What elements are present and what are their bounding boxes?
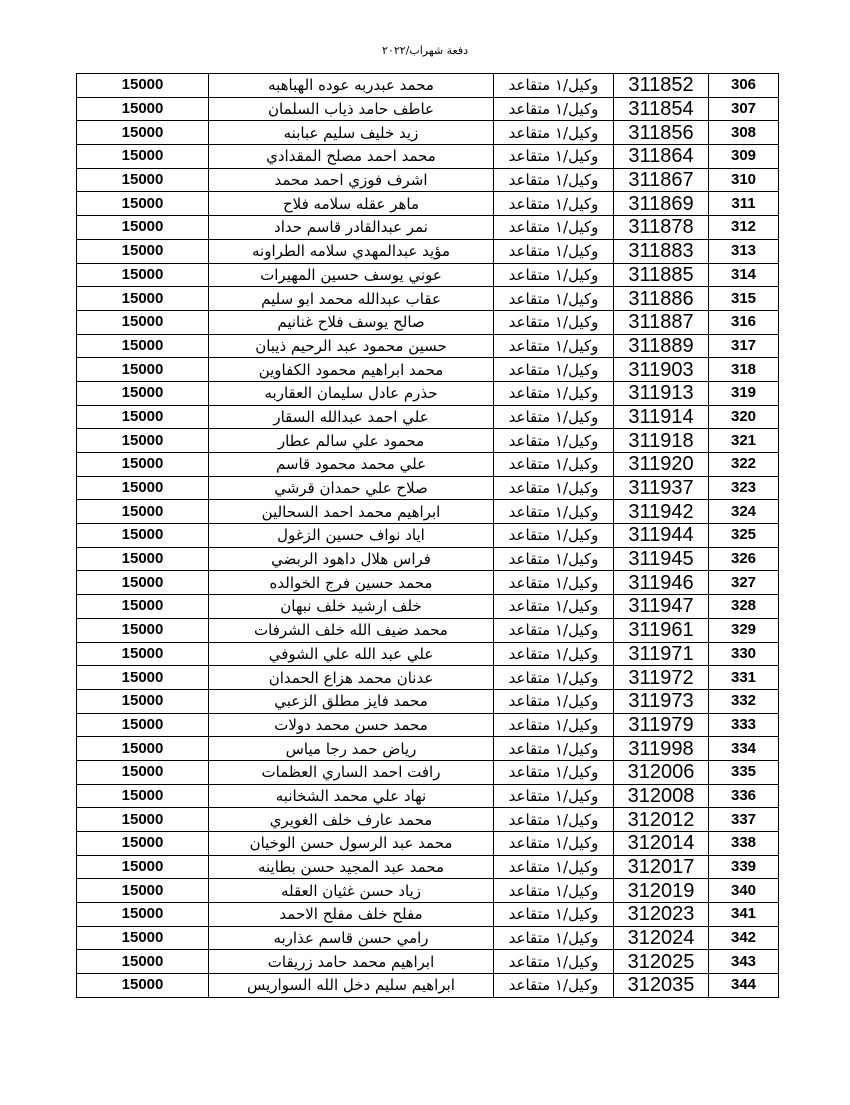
- table-row: [77, 713, 779, 737]
- row-index: 307: [709, 97, 779, 121]
- row-rank: وكيل/١ متقاعد: [494, 453, 614, 477]
- row-index: 331: [709, 666, 779, 690]
- row-name: مؤيد عبدالمهدي سلامه الطراونه: [209, 239, 494, 263]
- row-number: 311937: [614, 476, 709, 500]
- row-index: 327: [709, 571, 779, 595]
- row-rank: وكيل/١ متقاعد: [494, 405, 614, 429]
- row-index: 319: [709, 381, 779, 405]
- table-row: [77, 239, 779, 263]
- row-rank: وكيل/١ متقاعد: [494, 879, 614, 903]
- row-index: 337: [709, 808, 779, 832]
- row-amount: 15000: [77, 168, 209, 192]
- row-rank: وكيل/١ متقاعد: [494, 666, 614, 690]
- table-row: [77, 737, 779, 761]
- table-row: [77, 855, 779, 879]
- table-row: [77, 950, 779, 974]
- row-name: اشرف فوزي احمد محمد: [209, 168, 494, 192]
- row-number: 311883: [614, 239, 709, 263]
- table-row: [77, 310, 779, 334]
- table-row: [77, 381, 779, 405]
- table-row: [77, 358, 779, 382]
- row-name: نمر عبدالقادر قاسم حداد: [209, 216, 494, 240]
- row-rank: وكيل/١ متقاعد: [494, 547, 614, 571]
- row-number: 311942: [614, 500, 709, 524]
- row-number: 311972: [614, 666, 709, 690]
- row-number: 311947: [614, 595, 709, 619]
- row-name: رياض حمد رجا مياس: [209, 737, 494, 761]
- row-amount: 15000: [77, 760, 209, 784]
- table-row: [77, 689, 779, 713]
- row-rank: وكيل/١ متقاعد: [494, 903, 614, 927]
- row-name: عوني يوسف حسين المهيرات: [209, 263, 494, 287]
- table-row: [77, 524, 779, 548]
- row-rank: وكيل/١ متقاعد: [494, 571, 614, 595]
- row-number: 312017: [614, 855, 709, 879]
- row-amount: 15000: [77, 595, 209, 619]
- table-row: [77, 618, 779, 642]
- row-name: محمد عبد الرسول حسن الوخيان: [209, 832, 494, 856]
- row-number: 312019: [614, 879, 709, 903]
- row-name: محمد عبدربه عوده الهباهبه: [209, 74, 494, 98]
- row-number: 311913: [614, 381, 709, 405]
- row-rank: وكيل/١ متقاعد: [494, 618, 614, 642]
- table-row: [77, 974, 779, 998]
- row-rank: وكيل/١ متقاعد: [494, 737, 614, 761]
- row-name: محمد عبد المجيد حسن بطاينه: [209, 855, 494, 879]
- table-row: [77, 192, 779, 216]
- table-row: [77, 429, 779, 453]
- row-name: محمد حسن محمد دولات: [209, 713, 494, 737]
- row-name: زيد خليف سليم عبابنه: [209, 121, 494, 145]
- row-number: 312023: [614, 903, 709, 927]
- row-rank: وكيل/١ متقاعد: [494, 689, 614, 713]
- row-name: علي محمد محمود قاسم: [209, 453, 494, 477]
- table-row: [77, 808, 779, 832]
- row-name: صلاح علي حمدان قرشي: [209, 476, 494, 500]
- row-name: رامي حسن قاسم عذاربه: [209, 926, 494, 950]
- row-rank: وكيل/١ متقاعد: [494, 74, 614, 98]
- row-number: 311920: [614, 453, 709, 477]
- page-header: دفعة شهراب/٢٠٢٢: [382, 44, 468, 57]
- row-amount: 15000: [77, 263, 209, 287]
- row-number: 311973: [614, 689, 709, 713]
- row-amount: 15000: [77, 97, 209, 121]
- row-rank: وكيل/١ متقاعد: [494, 713, 614, 737]
- row-amount: 15000: [77, 74, 209, 98]
- row-number: 311918: [614, 429, 709, 453]
- row-rank: وكيل/١ متقاعد: [494, 974, 614, 998]
- row-index: 314: [709, 263, 779, 287]
- row-number: 312024: [614, 926, 709, 950]
- row-index: 336: [709, 784, 779, 808]
- row-name: محمد عارف خلف الغويري: [209, 808, 494, 832]
- row-number: 311867: [614, 168, 709, 192]
- row-number: 311979: [614, 713, 709, 737]
- row-index: 334: [709, 737, 779, 761]
- row-rank: وكيل/١ متقاعد: [494, 121, 614, 145]
- row-index: 338: [709, 832, 779, 856]
- row-amount: 15000: [77, 666, 209, 690]
- row-amount: 15000: [77, 618, 209, 642]
- row-name: محمود علي سالم عطار: [209, 429, 494, 453]
- table-row: [77, 405, 779, 429]
- row-index: 325: [709, 524, 779, 548]
- row-rank: وكيل/١ متقاعد: [494, 263, 614, 287]
- row-index: 324: [709, 500, 779, 524]
- row-amount: 15000: [77, 121, 209, 145]
- row-rank: وكيل/١ متقاعد: [494, 808, 614, 832]
- row-index: 335: [709, 760, 779, 784]
- row-amount: 15000: [77, 216, 209, 240]
- row-number: 311886: [614, 287, 709, 311]
- table-row: [77, 74, 779, 98]
- row-rank: وكيل/١ متقاعد: [494, 381, 614, 405]
- row-rank: وكيل/١ متقاعد: [494, 524, 614, 548]
- row-rank: وكيل/١ متقاعد: [494, 168, 614, 192]
- row-amount: 15000: [77, 239, 209, 263]
- row-rank: وكيل/١ متقاعد: [494, 97, 614, 121]
- row-amount: 15000: [77, 429, 209, 453]
- row-index: 332: [709, 689, 779, 713]
- row-amount: 15000: [77, 879, 209, 903]
- row-number: 311971: [614, 642, 709, 666]
- row-rank: وكيل/١ متقاعد: [494, 500, 614, 524]
- row-index: 316: [709, 310, 779, 334]
- row-index: 322: [709, 453, 779, 477]
- table-row: [77, 595, 779, 619]
- row-index: 321: [709, 429, 779, 453]
- table-row: [77, 547, 779, 571]
- row-index: 313: [709, 239, 779, 263]
- row-rank: وكيل/١ متقاعد: [494, 287, 614, 311]
- row-number: 311869: [614, 192, 709, 216]
- row-amount: 15000: [77, 832, 209, 856]
- row-index: 308: [709, 121, 779, 145]
- row-name: عاطف حامد ذياب السلمان: [209, 97, 494, 121]
- row-name: رافت احمد الساري العظمات: [209, 760, 494, 784]
- row-index: 312: [709, 216, 779, 240]
- row-rank: وكيل/١ متقاعد: [494, 784, 614, 808]
- row-name: اياد نواف حسين الزغول: [209, 524, 494, 548]
- row-number: 311864: [614, 145, 709, 169]
- row-number: 312012: [614, 808, 709, 832]
- row-number: 312008: [614, 784, 709, 808]
- table-row: [77, 97, 779, 121]
- row-index: 318: [709, 358, 779, 382]
- row-name: ماهر عقله سلامه فلاح: [209, 192, 494, 216]
- row-index: 340: [709, 879, 779, 903]
- row-name: حذرم عادل سليمان العقاربه: [209, 381, 494, 405]
- row-name: محمد فايز مطلق الزعبي: [209, 689, 494, 713]
- table-row: [77, 476, 779, 500]
- row-index: 342: [709, 926, 779, 950]
- table-row: [77, 216, 779, 240]
- row-name: ابراهيم محمد حامد زريقات: [209, 950, 494, 974]
- row-amount: 15000: [77, 950, 209, 974]
- row-index: 341: [709, 903, 779, 927]
- row-name: عقاب عبدالله محمد ابو سليم: [209, 287, 494, 311]
- table-row: [77, 879, 779, 903]
- table-row: [77, 453, 779, 477]
- row-number: 311961: [614, 618, 709, 642]
- row-name: علي احمد عبدالله السقار: [209, 405, 494, 429]
- row-number: 311878: [614, 216, 709, 240]
- row-amount: 15000: [77, 145, 209, 169]
- row-index: 326: [709, 547, 779, 571]
- table-row: [77, 784, 779, 808]
- row-rank: وكيل/١ متقاعد: [494, 192, 614, 216]
- row-rank: وكيل/١ متقاعد: [494, 595, 614, 619]
- table-row: [77, 287, 779, 311]
- row-amount: 15000: [77, 287, 209, 311]
- row-number: 311946: [614, 571, 709, 595]
- row-name: محمد ابراهيم محمود الكفاوين: [209, 358, 494, 382]
- row-amount: 15000: [77, 358, 209, 382]
- row-amount: 15000: [77, 476, 209, 500]
- row-index: 311: [709, 192, 779, 216]
- table-row: [77, 145, 779, 169]
- row-name: ابراهيم محمد احمد السحالين: [209, 500, 494, 524]
- row-amount: 15000: [77, 500, 209, 524]
- row-amount: 15000: [77, 784, 209, 808]
- row-index: 333: [709, 713, 779, 737]
- row-name: حسين محمود عبد الرحيم ذيبان: [209, 334, 494, 358]
- row-name: عدنان محمد هزاع الحمدان: [209, 666, 494, 690]
- table-row: [77, 121, 779, 145]
- row-amount: 15000: [77, 192, 209, 216]
- row-number: 312025: [614, 950, 709, 974]
- payment-table-body: [77, 74, 779, 998]
- row-number: 311889: [614, 334, 709, 358]
- row-index: 309: [709, 145, 779, 169]
- row-index: 323: [709, 476, 779, 500]
- row-amount: 15000: [77, 713, 209, 737]
- table-row: [77, 263, 779, 287]
- row-index: 339: [709, 855, 779, 879]
- row-name: مفلح خلف مفلح الاحمد: [209, 903, 494, 927]
- row-rank: وكيل/١ متقاعد: [494, 239, 614, 263]
- row-amount: 15000: [77, 334, 209, 358]
- row-rank: وكيل/١ متقاعد: [494, 642, 614, 666]
- row-name: محمد ضيف الله خلف الشرفات: [209, 618, 494, 642]
- row-rank: وكيل/١ متقاعد: [494, 926, 614, 950]
- row-index: 329: [709, 618, 779, 642]
- row-number: 312035: [614, 974, 709, 998]
- row-index: 330: [709, 642, 779, 666]
- row-rank: وكيل/١ متقاعد: [494, 950, 614, 974]
- row-index: 320: [709, 405, 779, 429]
- row-name: ابراهيم سليم دخل الله السواريس: [209, 974, 494, 998]
- row-amount: 15000: [77, 903, 209, 927]
- row-number: 311885: [614, 263, 709, 287]
- table-row: [77, 334, 779, 358]
- row-amount: 15000: [77, 642, 209, 666]
- row-index: 306: [709, 74, 779, 98]
- row-number: 311914: [614, 405, 709, 429]
- row-name: صالح يوسف فلاح غنانيم: [209, 310, 494, 334]
- row-amount: 15000: [77, 571, 209, 595]
- row-name: محمد حسين فرج الخوالده: [209, 571, 494, 595]
- row-amount: 15000: [77, 310, 209, 334]
- row-number: 311887: [614, 310, 709, 334]
- row-name: علي عبد الله علي الشوفي: [209, 642, 494, 666]
- row-index: 343: [709, 950, 779, 974]
- row-name: خلف ارشيد خلف نبهان: [209, 595, 494, 619]
- row-amount: 15000: [77, 926, 209, 950]
- table-row: [77, 760, 779, 784]
- row-rank: وكيل/١ متقاعد: [494, 310, 614, 334]
- row-name: نهاد علي محمد الشخانبه: [209, 784, 494, 808]
- table-row: [77, 666, 779, 690]
- row-number: 311945: [614, 547, 709, 571]
- row-amount: 15000: [77, 405, 209, 429]
- row-amount: 15000: [77, 737, 209, 761]
- row-rank: وكيل/١ متقاعد: [494, 216, 614, 240]
- row-rank: وكيل/١ متقاعد: [494, 334, 614, 358]
- row-index: 328: [709, 595, 779, 619]
- row-amount: 15000: [77, 453, 209, 477]
- row-name: محمد احمد مصلح المقدادي: [209, 145, 494, 169]
- row-amount: 15000: [77, 855, 209, 879]
- row-amount: 15000: [77, 808, 209, 832]
- row-name: زياد حسن غثيان العقله: [209, 879, 494, 903]
- row-number: 311944: [614, 524, 709, 548]
- row-rank: وكيل/١ متقاعد: [494, 429, 614, 453]
- row-number: 311998: [614, 737, 709, 761]
- table-row: [77, 500, 779, 524]
- row-number: 311854: [614, 97, 709, 121]
- table-row: [77, 571, 779, 595]
- table-row: [77, 926, 779, 950]
- row-number: 311852: [614, 74, 709, 98]
- row-index: 310: [709, 168, 779, 192]
- row-number: 311856: [614, 121, 709, 145]
- row-number: 312014: [614, 832, 709, 856]
- row-amount: 15000: [77, 689, 209, 713]
- row-rank: وكيل/١ متقاعد: [494, 145, 614, 169]
- table-row: [77, 832, 779, 856]
- table-row: [77, 903, 779, 927]
- table-row: [77, 642, 779, 666]
- row-rank: وكيل/١ متقاعد: [494, 760, 614, 784]
- row-rank: وكيل/١ متقاعد: [494, 832, 614, 856]
- row-amount: 15000: [77, 524, 209, 548]
- row-number: 312006: [614, 760, 709, 784]
- row-index: 315: [709, 287, 779, 311]
- row-name: فراس هلال داهود الربضي: [209, 547, 494, 571]
- row-amount: 15000: [77, 974, 209, 998]
- row-index: 344: [709, 974, 779, 998]
- row-rank: وكيل/١ متقاعد: [494, 358, 614, 382]
- row-amount: 15000: [77, 547, 209, 571]
- row-rank: وكيل/١ متقاعد: [494, 476, 614, 500]
- row-rank: وكيل/١ متقاعد: [494, 855, 614, 879]
- payment-table: [76, 73, 779, 998]
- row-index: 317: [709, 334, 779, 358]
- row-number: 311903: [614, 358, 709, 382]
- row-amount: 15000: [77, 381, 209, 405]
- table-row: [77, 168, 779, 192]
